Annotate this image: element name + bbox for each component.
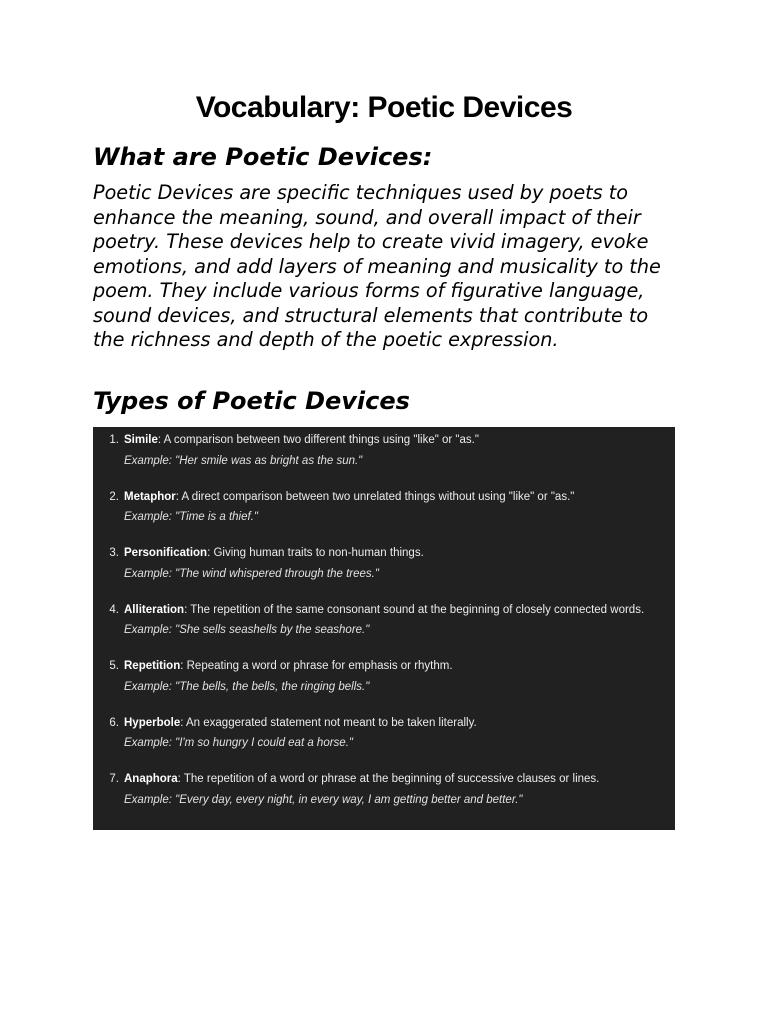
device-example: Example: "The wind whispered through the trees." xyxy=(124,567,379,580)
device-definition: : A direct comparison between two unrelated things without using "like" or "as." xyxy=(175,490,575,503)
list-number: 1. xyxy=(109,434,119,446)
device-example: Example: "She sells seashells by the seashore." xyxy=(124,624,370,636)
device-item-simile xyxy=(93,430,665,471)
device-example: Example: "The bells, the bells, the ringing bells." xyxy=(124,680,370,693)
list-number: 2. xyxy=(109,490,119,503)
list-number: 3. xyxy=(109,547,119,559)
device-example: Example: "Time is a thief." xyxy=(124,511,258,523)
device-example: Example: "Every day, every night, in every way, I am getting better and better." xyxy=(124,793,523,806)
device-item-alliteration xyxy=(93,600,665,641)
section-heading-what-are: What are Poetic Devices: xyxy=(93,143,433,171)
list-number: 7. xyxy=(109,773,119,785)
device-term: Alliteration xyxy=(124,603,185,616)
device-example: Example: "Her smile was as bright as the sun." xyxy=(124,454,363,467)
devices-screenshot-panel xyxy=(93,427,675,830)
device-term: Personification xyxy=(124,547,208,559)
device-term: Simile xyxy=(124,434,158,446)
section-heading-types: Types of Poetic Devices xyxy=(93,387,410,415)
device-definition: : A comparison between two different things using "like" or "as." xyxy=(157,434,479,446)
device-item-anaphora xyxy=(93,769,665,810)
device-definition: : Giving human traits to non-human things. xyxy=(207,547,424,559)
list-number: 5. xyxy=(109,660,119,672)
device-definition: : An exaggerated statement not meant to be taken literally. xyxy=(180,716,477,729)
list-number: 4. xyxy=(109,603,119,616)
device-term: Hyperbole xyxy=(124,716,181,729)
device-item-metaphor xyxy=(93,487,665,528)
device-term: Metaphor xyxy=(124,490,176,503)
list-number: 6. xyxy=(109,716,119,729)
device-item-hyperbole xyxy=(93,713,665,754)
page-title: Vocabulary: Poetic Devices xyxy=(195,91,573,124)
device-term: Anaphora xyxy=(124,773,178,785)
device-list xyxy=(93,430,665,810)
device-term: Repetition xyxy=(124,660,181,672)
device-definition: : The repetition of a word or phrase at the beginning of successive clauses or lines. xyxy=(177,773,600,785)
intro-paragraph: Poetic Devices are specific techniques used by poets to enhance the meaning, sound, and overall impact of their poetry. These devices help to create vivid imagery, evoke emotions, and add layers of meaning and musicality to the poem. They include various forms of figurative language, sound devices, and structural elements that contribute to the richness and depth of the poetic expression. xyxy=(93,181,661,351)
device-example: Example: "I'm so hungry I could eat a horse." xyxy=(124,737,353,749)
device-item-repetition xyxy=(93,656,665,697)
device-definition: : Repeating a word or phrase for emphasis or rhythm. xyxy=(180,660,453,672)
device-item-personification xyxy=(93,543,665,584)
device-definition: : The repetition of the same consonant sound at the beginning of closely connected words. xyxy=(184,603,645,616)
